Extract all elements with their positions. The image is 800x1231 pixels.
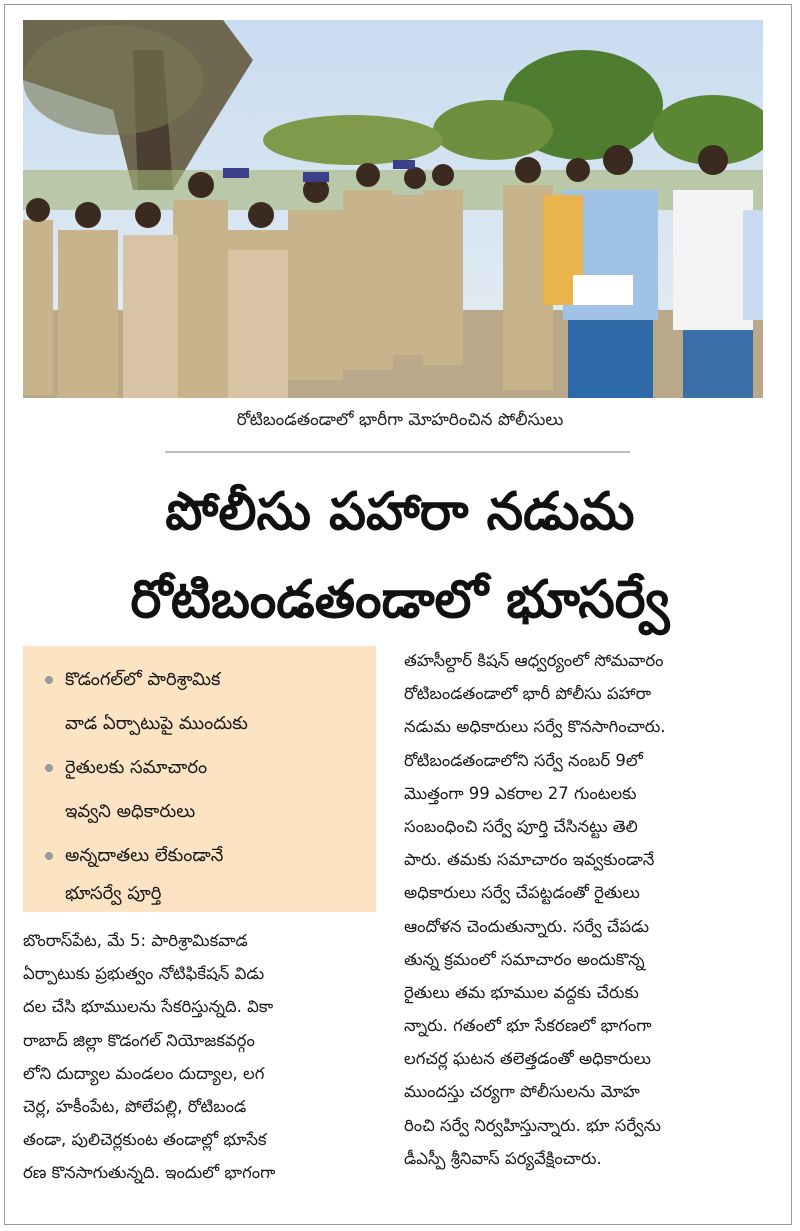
body-line: ఆందోళన చెందుతున్నారు. సర్వే చేపడు	[404, 916, 650, 936]
caption-divider	[165, 451, 630, 453]
body-line: తున్న క్రమంలో సమాచారం అందుకొన్న	[404, 949, 645, 969]
body-line: దల చేసి భూములను సేకరిస్తున్నది. వికా	[23, 997, 274, 1017]
highlights-box	[23, 646, 376, 912]
body-line: రించి సర్వే నిర్వహిస్తున్నారు. భూ సర్వేను	[404, 1115, 661, 1135]
headline-line-2: రోటిబండతండాలో భూసర్వే	[130, 570, 670, 630]
body-line: చెర్ల, హకీంపేట, పోలేపల్లి, రోటిబండ	[23, 1096, 247, 1116]
body-line: న్నారు. గతంలో భూ సేకరణలో భాగంగా	[404, 1016, 652, 1036]
body-line: రణ కొనసాగుతున్నది. ఇందులో భాగంగా	[23, 1163, 276, 1183]
body-line: మొత్తంగా 99 ఎకరాల 27 గుంటలకు	[404, 783, 637, 803]
news-photo	[23, 20, 763, 398]
body-line: నడుమ అధికారులు సర్వే కొనసాగించారు.	[404, 717, 666, 737]
body-line: రాబాద్ జిల్లా కొడంగల్ నియోజకవర్గం	[23, 1030, 255, 1050]
highlight-line: వాడ ఏర్పాటుపై ముందుకు	[65, 713, 248, 734]
body-line: డీఎస్పీ శ్రీనివాస్ పర్యవేక్షించారు.	[404, 1148, 602, 1168]
highlight-line: కొడంగల్‌లో పారిశ్రామిక	[65, 669, 221, 690]
body-line: తండా, పులిచెర్లకుంట తండాల్లో భూసేక	[23, 1130, 267, 1150]
body-line: లోని దుద్యాల మండలం దుద్యాల, లగ	[23, 1063, 265, 1083]
news-photo-icon	[23, 20, 763, 398]
body-line: రైతులు తమ భూముల వద్దకు చేరుకు	[404, 982, 639, 1002]
body-line: రోటిబండతండాలో భారీ పోలీసు పహారా	[404, 684, 652, 704]
highlight-line: రైతులకు సమాచారం	[65, 757, 208, 778]
body-line: అధికారులు సర్వే చేపట్టడంతో రైతులు	[404, 883, 640, 903]
body-line: ముందస్తు చర్యగా పోలీసులను మోహ	[404, 1082, 640, 1102]
body-line: సంబంధించి సర్వే పూర్తి చేసినట్టు తెలి	[404, 816, 638, 836]
body-line: రోటిబండతండాలోని సర్వే నంబర్ 9లో	[404, 750, 643, 770]
bullet-icon	[45, 676, 53, 684]
bullet-icon	[45, 764, 53, 772]
highlight-line: అన్నదాతలు లేకుండానే	[65, 845, 224, 866]
body-line: లగచర్ల ఘటన తలెత్తడంతో అధికారులు	[404, 1049, 652, 1069]
body-line: పారు. తమకు సమాచారం ఇవ్వకుండానే	[404, 850, 655, 870]
body-line: బొంరాస్‌పేట, మే 5: పారిశ్రామికవాడ	[23, 931, 248, 950]
body-column-right	[404, 644, 764, 1175]
highlight-line: భూసర్వే పూర్తి	[65, 883, 162, 904]
body-column-left	[23, 924, 375, 1190]
bullet-icon	[45, 852, 53, 860]
body-line: తహసీల్దార్ కిషన్ ఆధ్వర్యంలో సోమవారం	[404, 651, 664, 670]
highlight-line: ఇవ్వని అధికారులు	[65, 801, 196, 822]
body-line: ఏర్పాటుకు ప్రభుత్వం నోటిఫికేషన్ విడు	[23, 964, 265, 984]
photo-caption: రోటిబండతండాలో భారీగా మోహరించిన పోలీసులు	[236, 410, 564, 430]
headline-line-1: పోలీసు పహారా నడుమ	[165, 482, 635, 542]
